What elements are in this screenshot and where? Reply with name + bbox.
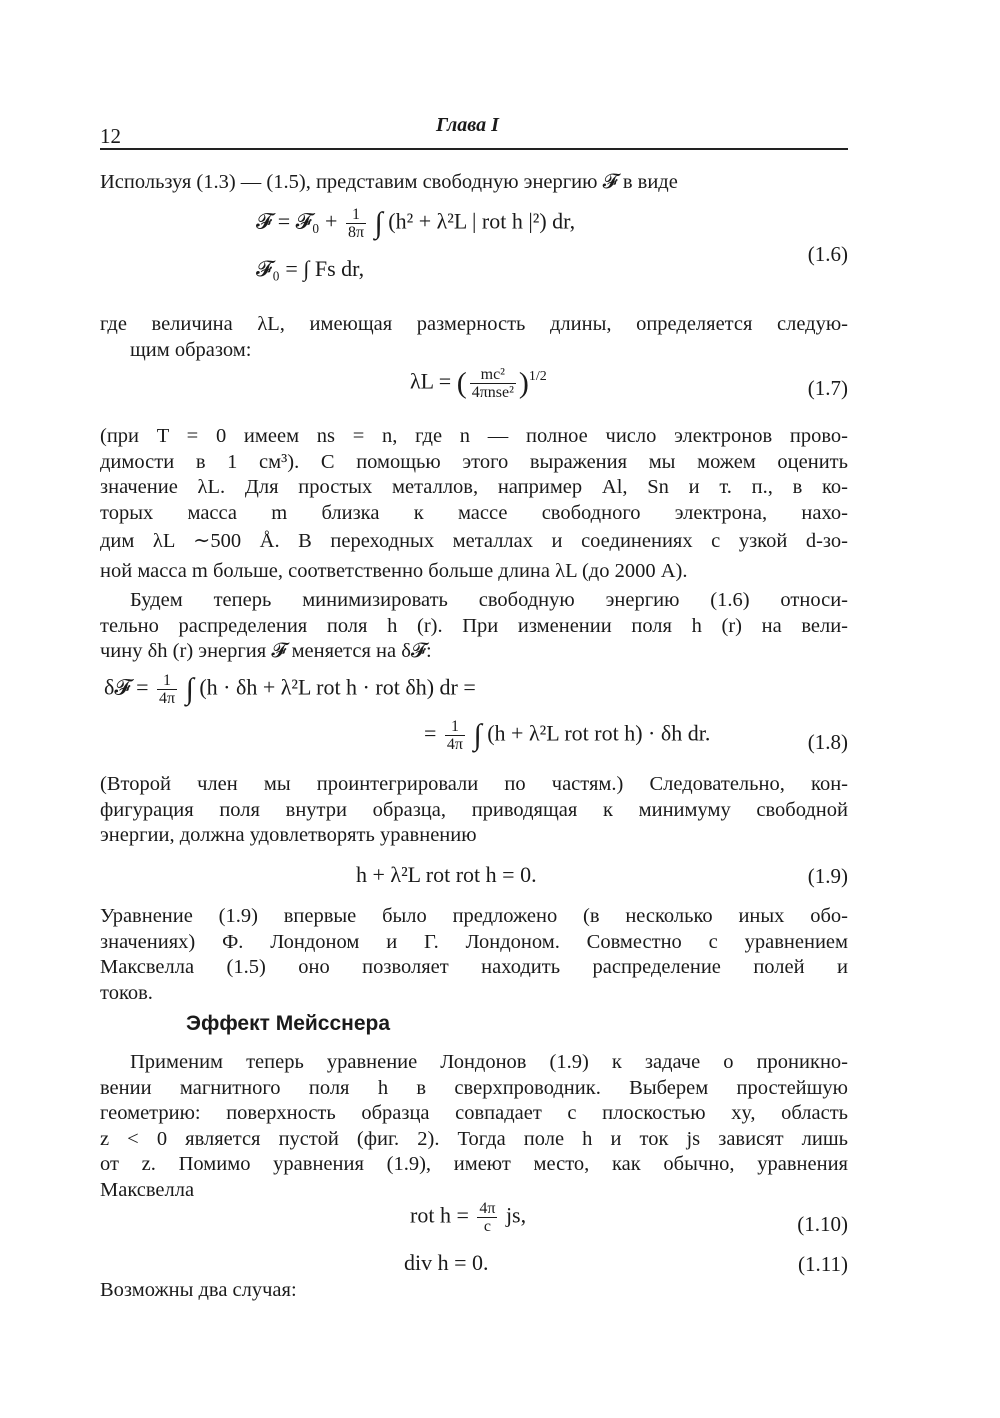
equation-number-1-10: (1.10) (797, 1212, 848, 1236)
equation-1-9: h + λ²L rot rot h = 0. (356, 862, 537, 887)
integral-sign: ∫ (374, 206, 383, 240)
equation-1-8b: = $\frac{1}{4\pi}$ ∫ (h + λ²L rot rot h) · δh dr. (424, 718, 711, 753)
equation-1-8a: δ𝓕 = $\frac{1}{4\pi}$ ∫ (h · δh + λ²L rot h · rot δh) dr = (104, 672, 476, 707)
paragraph-two-cases: Возможны два случая: (100, 1279, 297, 1301)
paragraph-integration: (Второй член мы проинтегрировали по частям.) Следовательно, кон- фигурация поля внутри образца, приводящая к минимуму свободной энергии, должна удовлетворять уравнению (100, 773, 848, 846)
paragraph-london: Уравнение (1.9) впервые было предложено (в несколько иных обо- значениях) Ф. Лондоном и Г. Лондоном. Совместно с уравнением Максвелла (1.5) оно позволяет находить распределение полей и токов. (100, 905, 848, 1004)
paragraph-minimize: Будем теперь минимизировать свободную энергию (1.6) относи- тельно распределения поля h (r). При изменении поля h (r) на вели- чину δh (r) энергия 𝓕 меняется на δ𝓕: (100, 589, 848, 662)
running-header-chapter: Глава I (436, 114, 499, 136)
equation-number-1-9: (1.9) (807, 864, 848, 888)
equation-number-1-11: (1.11) (798, 1252, 848, 1276)
paragraph-lambda-estimate: (при T = 0 имеем ns = n, где n — полное число электронов прово- димости в 1 см³). С помощью этого выражения мы можем оценить значение λL. Для простых металлов, например Al, Sn и т. п., в ко- торых масса m близка к массе свободного электрона, нахо- дим λL ∼500 Å. В переходных металлах и соединениях с узкой d-зо- ной масса m больше, соответственно больше длина λL (до 2000 А). (100, 425, 848, 582)
paragraph-lambda-def: где величина λL, имеющая размерность длины, определяется следую- щим образом: (100, 313, 848, 361)
page-number: 12 (100, 124, 121, 148)
equation-1-11: div h = 0. (404, 1250, 489, 1275)
equation-1-6b: 𝓕₀ = ∫ Fs dr, (256, 256, 365, 281)
equation-1-10: rot h = $\frac{4\pi}{c}$ js, (410, 1200, 527, 1235)
section-heading: Эффект Мейсснера (186, 1012, 391, 1035)
equation-1-7: λL = ( $\frac{\text{mc²}}{\text{4πnse²}}$ )$^{1/2}$ (410, 366, 547, 401)
header-rule (100, 148, 848, 150)
equation-number-1-8: (1.8) (807, 730, 848, 754)
equation-number-1-6: (1.6) (807, 242, 848, 266)
equation-1-6a: 𝓕 = 𝓕₀ + $\frac{1}{8\pi}$ ∫ (h² + λ²L | rot h |²) dr, (256, 206, 576, 241)
fraction: $\frac{1}{8\pi}$ (347, 206, 365, 241)
equation-number-1-7: (1.7) (807, 376, 848, 400)
paragraph-meissner: Применим теперь уравнение Лондонов (1.9) к задаче о проникно- вении магнитного поля h в сверхпроводник. Выберем простейшую геометрию: поверхность образца совпадает с плоскостью xy, область z < 0 является пустой (фиг. 2). Тогда поле h и ток js зависят лишь от z. Помимо уравнения (1.9), имеют место, как обычно, уравнения Максвелла (100, 1051, 848, 1201)
paragraph-intro (100, 170, 848, 196)
text-line: Используя (1.3) — (1.5), представим свободную энергию 𝓕 в виде (100, 171, 678, 193)
